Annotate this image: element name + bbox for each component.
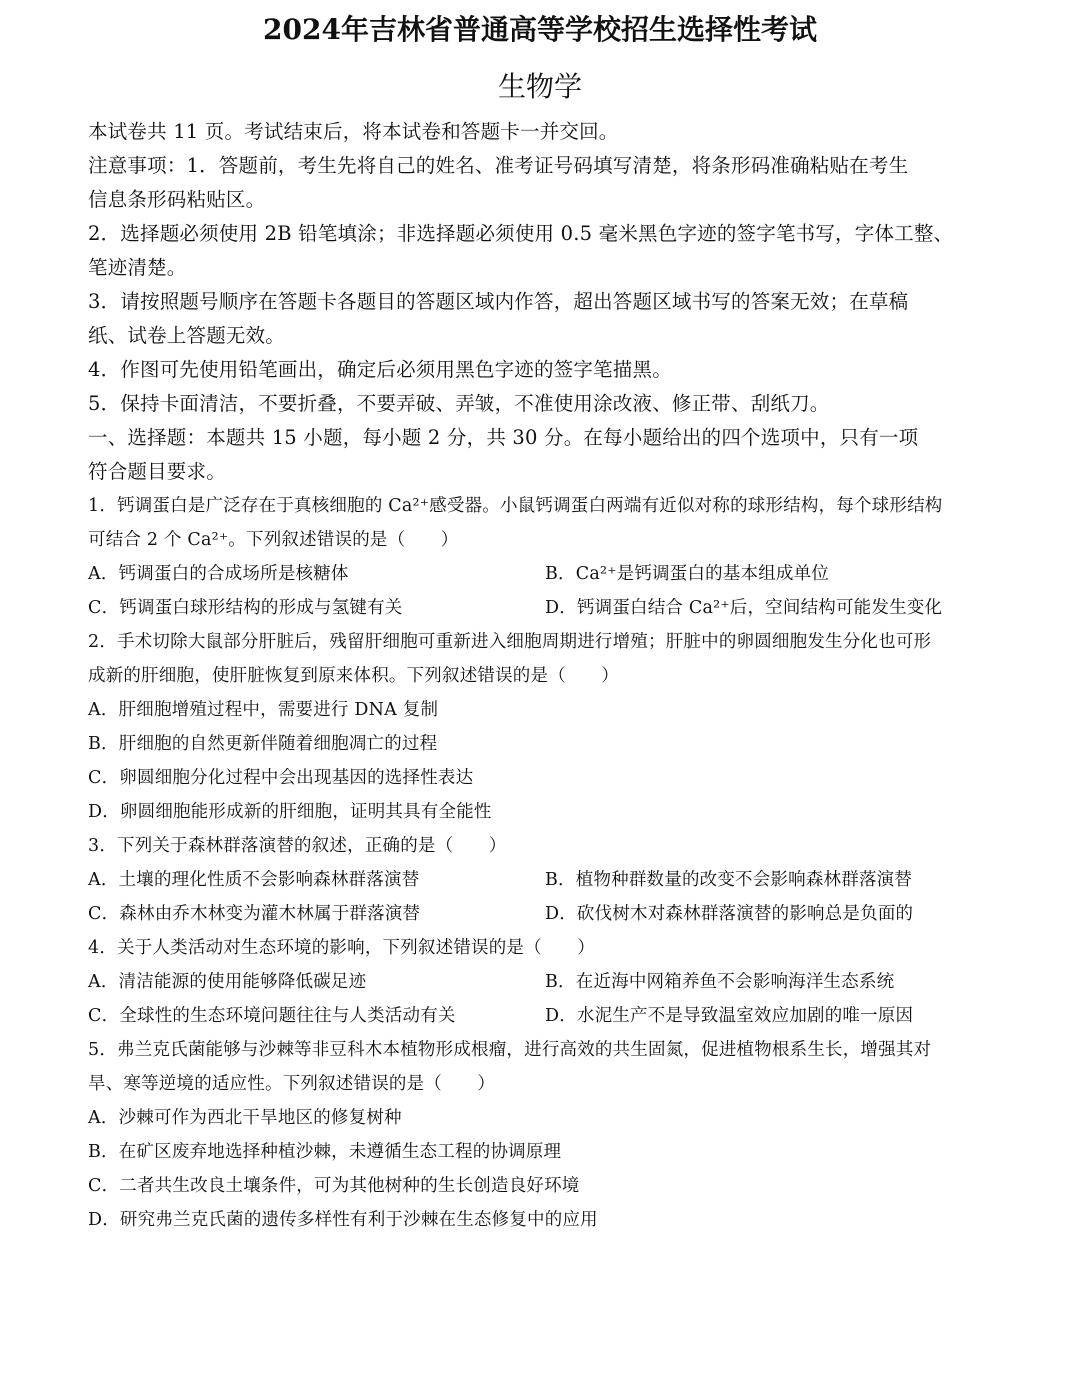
option-b: B．Ca²⁺是钙调蛋白的基本组成单位 bbox=[545, 564, 830, 584]
note-line: 5．保持卡面清洁，不要折叠，不要弄破、弄皱，不准使用涂改液、修正带、刮纸刀。 bbox=[88, 392, 830, 415]
intro-text: 本试卷共 11 页。考试结束后，将本试卷和答题卡一并交回。 bbox=[88, 120, 619, 143]
option-b: B．在近海中网箱养鱼不会影响海洋生态系统 bbox=[545, 972, 895, 992]
notes bbox=[88, 149, 1008, 421]
question-stem: 4．关于人类活动对生态环境的影响，下列叙述错误的是（ ） bbox=[88, 938, 595, 958]
question-stem: 2．手术切除大鼠部分肝脏后，残留肝细胞可重新进入细胞周期进行增殖；肝脏中的卵圆细胞发生分化也可形 bbox=[88, 632, 932, 652]
option-c: C．森林由乔木林变为灌木林属于群落演替 bbox=[88, 904, 421, 924]
note-line: 纸、试卷上答题无效。 bbox=[88, 324, 286, 347]
question-stem: 5．弗兰克氏菌能够与沙棘等非豆科木本植物形成根瘤，进行高效的共生固氮，促进植物根系生长，增强其对 bbox=[88, 1040, 932, 1060]
option-d: D．卵圆细胞能形成新的肝细胞，证明其具有全能性 bbox=[88, 802, 492, 822]
question-stem: 1．钙调蛋白是广泛存在于真核细胞的 Ca²⁺感受器。小鼠钙调蛋白两端有近似对称的球形结构，每个球形结构 bbox=[88, 496, 943, 516]
option-d: D．水泥生产不是导致温室效应加剧的唯一原因 bbox=[545, 1006, 914, 1026]
section-heading: 符合题目要求。 bbox=[88, 460, 226, 483]
option-c: C．二者共生改良土壤条件，可为其他树种的生长创造良好环境 bbox=[88, 1176, 580, 1196]
option-c: C．卵圆细胞分化过程中会出现基因的选择性表达 bbox=[88, 768, 474, 788]
note-line: 3．请按照题号顺序在答题卡各题目的答题区域内作答，超出答题区域书写的答案无效；在草稿 bbox=[88, 290, 909, 313]
option-c: C．全球性的生态环境问题往往与人类活动有关 bbox=[88, 1006, 456, 1026]
exam-title: 2024年吉林省普通高等学校招生选择性考试 bbox=[263, 13, 817, 46]
question-stem: 成新的肝细胞，使肝脏恢复到原来体积。下列叙述错误的是（ ） bbox=[88, 666, 619, 686]
option-b: B．肝细胞的自然更新伴随着细胞凋亡的过程 bbox=[88, 734, 438, 754]
note-line: 注意事项：1．答题前，考生先将自己的姓名、准考证号码填写清楚，将条形码准确粘贴在考生 bbox=[88, 154, 909, 177]
exam-body bbox=[88, 115, 1008, 1237]
option-a: A．土壤的理化性质不会影响森林群落演替 bbox=[88, 870, 420, 890]
option-a: A．肝细胞增殖过程中，需要进行 DNA 复制 bbox=[88, 700, 439, 720]
option-d: D．钙调蛋白结合 Ca²⁺后，空间结构可能发生变化 bbox=[545, 598, 943, 618]
question-2 bbox=[88, 625, 1008, 829]
option-d: D．砍伐树木对森林群落演替的影响总是负面的 bbox=[545, 904, 914, 924]
question-stem: 可结合 2 个 Ca²⁺。下列叙述错误的是（ ） bbox=[88, 530, 459, 550]
question-stem: 旱、寒等逆境的适应性。下列叙述错误的是（ ） bbox=[88, 1074, 496, 1094]
option-a: A．清洁能源的使用能够降低碳足迹 bbox=[88, 972, 367, 992]
option-d: D．研究弗兰克氏菌的遗传多样性有利于沙棘在生态修复中的应用 bbox=[88, 1210, 598, 1230]
question-5 bbox=[88, 1033, 1008, 1237]
option-b: B．在矿区废弃地选择种植沙棘，未遵循生态工程的协调原理 bbox=[88, 1142, 562, 1162]
subject-title: 生物学 bbox=[497, 70, 582, 103]
question-1 bbox=[88, 489, 1008, 625]
note-line: 4．作图可先使用铅笔画出，确定后必须用黑色字迹的签字笔描黑。 bbox=[88, 358, 672, 381]
section-heading: 一、选择题：本题共 15 小题，每小题 2 分，共 30 分。在每小题给出的四个选项中，只有一项 bbox=[88, 426, 919, 449]
note-line: 笔迹清楚。 bbox=[88, 256, 187, 279]
option-a: A．沙棘可作为西北干旱地区的修复树种 bbox=[88, 1108, 402, 1128]
question-stem: 3．下列关于森林群落演替的叙述，正确的是（ ） bbox=[88, 836, 507, 856]
option-c: C．钙调蛋白球形结构的形成与氢键有关 bbox=[88, 598, 403, 618]
question-4 bbox=[88, 931, 1008, 1033]
note-line: 信息条形码粘贴区。 bbox=[88, 188, 266, 211]
note-line: 2．选择题必须使用 2B 铅笔填涂；非选择题必须使用 0.5 毫米黑色字迹的签字笔书写，字体工整、 bbox=[88, 222, 954, 245]
option-a: A．钙调蛋白的合成场所是核糖体 bbox=[88, 564, 349, 584]
question-3 bbox=[88, 829, 1008, 931]
option-b: B．植物种群数量的改变不会影响森林群落演替 bbox=[545, 870, 913, 890]
